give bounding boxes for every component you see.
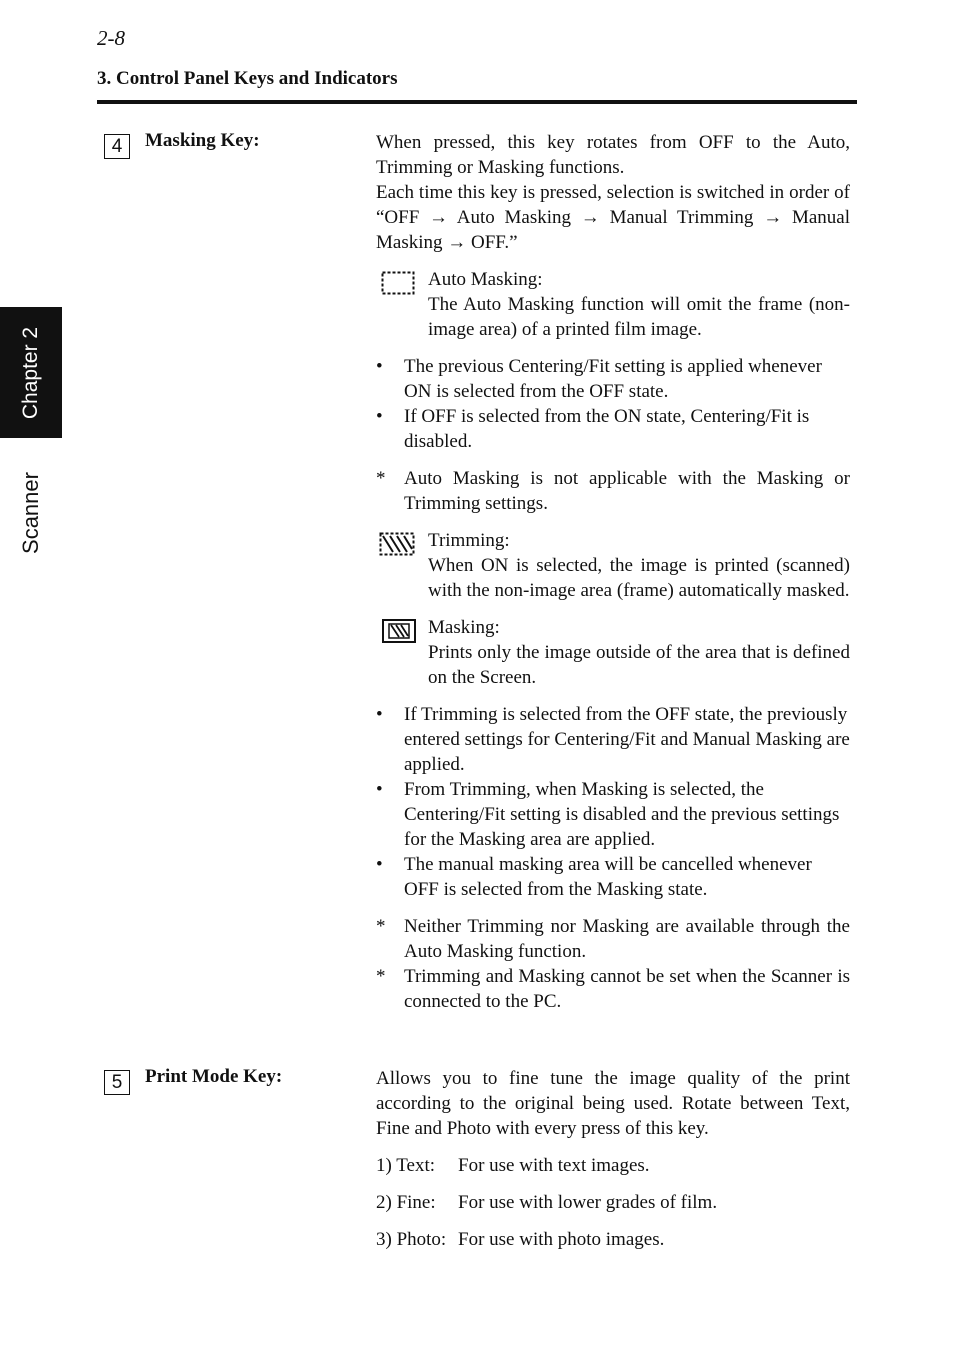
masking-key-label: Masking Key: — [145, 130, 260, 151]
page-number: 2-8 — [97, 26, 125, 50]
list-item: • If Trimming is selected from the OFF state, the previously entered settings for Centering/Fit and Manual Masking are applied. — [376, 704, 850, 775]
auto-masking-item — [376, 267, 850, 342]
masking-title: Masking: — [428, 617, 500, 638]
note-item: * Trimming and Masking cannot be set when the Scanner is connected to the PC. — [376, 966, 850, 1012]
auto-masking-desc: The Auto Masking function will omit the frame (non-image area) of a printed film image. — [428, 294, 850, 340]
trimming-item — [376, 528, 850, 603]
masking-item — [376, 615, 850, 690]
mode-item-photo: 3) Photo: For use with photo images. — [376, 1229, 665, 1250]
print-mode-key-label: Print Mode Key: — [145, 1066, 283, 1087]
auto-masking-title: Auto Masking: — [428, 269, 543, 290]
chapter-tab — [0, 307, 62, 438]
print-mode-intro: Allows you to fine tune the image quality of the print according to the original being used. Rotate between Text, Fine and Photo with every press of this key. — [376, 1068, 850, 1139]
note-item: * Auto Masking is not applicable with the Masking or Trimming settings. — [376, 468, 850, 514]
list-item: • The manual masking area will be cancelled whenever OFF is selected from the Masking state. — [376, 854, 812, 900]
trimming-title: Trimming: — [428, 530, 510, 551]
masking-key-description — [376, 130, 850, 1014]
note-item: * Neither Trimming nor Masking are available through the Auto Masking function. — [376, 916, 850, 962]
section-tab — [0, 438, 62, 588]
masking-intro-2: Each time this key is pressed, selection is switched in order of “OFF → Auto Masking → Manual Trimming → Manual Masking → OFF.” — [376, 182, 850, 253]
chapter-tab-label: Chapter 2 — [19, 326, 42, 419]
header-rule — [97, 100, 857, 104]
masking-icon — [382, 619, 416, 643]
list-item: • From Trimming, when Masking is selected, the Centering/Fit setting is disabled and the previous settings for the Masking area are applied. — [376, 779, 840, 850]
auto-masking-icon — [381, 271, 415, 295]
mode-item-text: 1) Text: For use with text images. — [376, 1155, 650, 1176]
section-header: 3. Control Panel Keys and Indicators — [97, 68, 398, 89]
trimming-desc: When ON is selected, the image is printed (scanned) with the non-image area (frame) automatically masked. — [428, 555, 850, 601]
mode-item-fine: 2) Fine: For use with lower grades of film. — [376, 1192, 718, 1213]
masking-key-number: 4 — [104, 134, 130, 159]
masking-desc: Prints only the image outside of the area that is defined on the Screen. — [428, 642, 850, 688]
print-mode-key-description — [376, 1066, 850, 1252]
masking-intro-1: When pressed, this key rotates from OFF to the Auto, Trimming or Masking functions. — [376, 132, 850, 178]
section-tab-label: Scanner — [18, 472, 43, 554]
print-mode-key-number: 5 — [104, 1070, 130, 1095]
list-item: • The previous Centering/Fit setting is applied whenever ON is selected from the OFF state. — [376, 356, 822, 402]
list-item: • If OFF is selected from the ON state, Centering/Fit is disabled. — [376, 406, 810, 452]
trimming-icon — [379, 532, 415, 556]
